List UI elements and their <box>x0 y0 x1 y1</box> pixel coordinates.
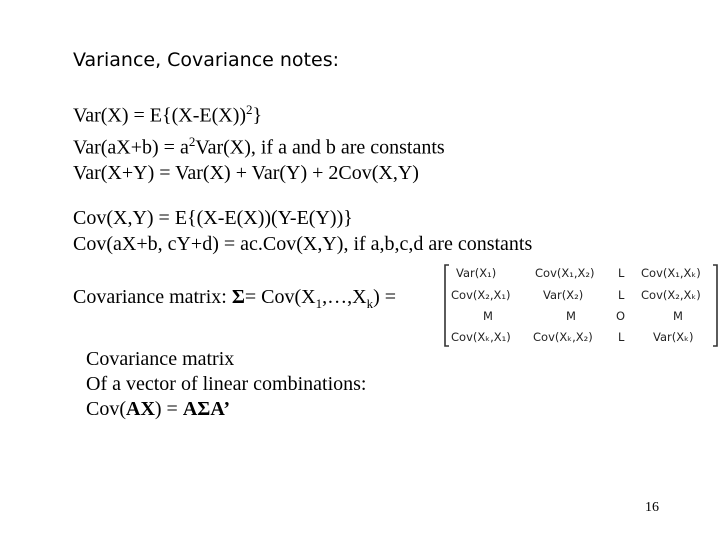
cm-mid: ,…,X <box>322 286 367 308</box>
variance-linear-text-end: Var(X), if a and b are constants <box>195 136 445 159</box>
variance-formulas <box>73 97 445 186</box>
matrix-cell: M <box>673 309 683 323</box>
matrix-cell: L <box>618 288 625 302</box>
covariance-linear-rule: Cov(aX+b, cY+d) = ac.Cov(X,Y), if a,b,c,d are constants <box>73 233 533 255</box>
linear-combination-note <box>86 347 366 422</box>
covariance-matrix-label <box>73 286 396 312</box>
formula-bold: AX <box>126 398 155 420</box>
variance-linear-rule <box>73 129 445 161</box>
formula-part: Cov( <box>86 398 126 420</box>
matrix-cell: Cov(Xₖ,X₁) <box>451 330 511 344</box>
slide-title: Variance, Covariance notes: <box>73 49 339 71</box>
matrix-cell: Var(X₂) <box>543 288 584 302</box>
variance-definition-text: Var(X) = E{(X-E(X)) <box>73 104 247 127</box>
cm-end: ) = <box>373 286 397 308</box>
variance-sum-rule: Var(X+Y) = Var(X) + Var(Y) + 2Cov(X,Y) <box>73 162 419 185</box>
cm-prefix: Covariance matrix: <box>73 286 232 308</box>
page-number: 16 <box>645 500 659 515</box>
lincomb-formula <box>86 397 366 422</box>
cm-eq: = Cov(X <box>244 286 316 308</box>
matrix-cell: Cov(X₂,X₁) <box>451 288 511 302</box>
lincomb-line-1: Covariance matrix <box>86 348 235 370</box>
matrix-cell: Cov(X₁,X₂) <box>535 266 595 280</box>
covariance-matrix-image <box>443 262 719 348</box>
variance-definition-end: } <box>252 104 263 127</box>
matrix-cell: M <box>483 309 493 323</box>
exponent: 2 <box>188 133 196 149</box>
matrix-cell: Cov(X₂,Xₖ) <box>641 288 701 302</box>
matrix-cell: M <box>566 309 576 323</box>
formula-bold: AΣA’ <box>182 398 230 420</box>
covariance-definition: Cov(X,Y) = E{(X-E(X))(Y-E(Y))} <box>73 207 353 229</box>
variance-definition <box>73 97 445 129</box>
sigma-symbol: Σ <box>231 286 245 308</box>
matrix-cell: O <box>616 309 626 323</box>
subscript: 1 <box>315 296 323 311</box>
formula-part: ) = <box>154 398 183 420</box>
matrix-cell: L <box>618 330 625 344</box>
lincomb-line-2: Of a vector of linear combinations: <box>86 373 367 395</box>
covariance-formulas <box>73 205 532 257</box>
exponent: 2 <box>246 102 253 117</box>
variance-linear-text: Var(aX+b) = a <box>73 136 189 159</box>
matrix-cell: Cov(Xₖ,X₂) <box>533 330 593 344</box>
matrix-cell: Var(X₁) <box>456 266 497 280</box>
matrix-cell: L <box>618 266 625 280</box>
matrix-cell: Cov(X₁,Xₖ) <box>641 266 701 280</box>
subscript: k <box>366 296 374 311</box>
matrix-cell: Var(Xₖ) <box>653 330 694 344</box>
